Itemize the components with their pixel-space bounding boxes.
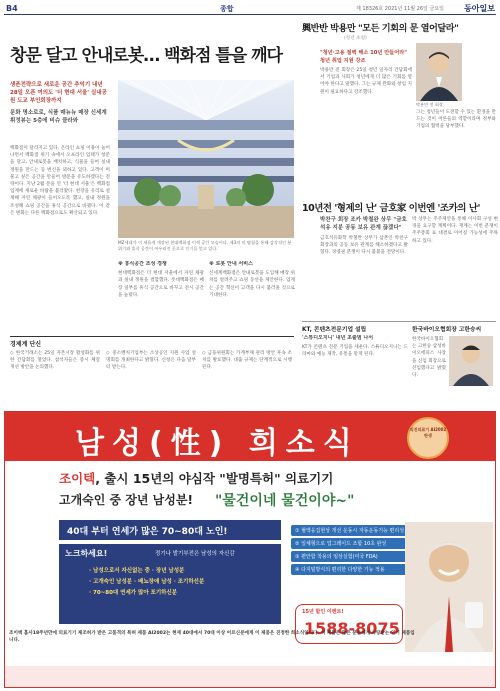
ad-event-label: 15년 할인 이벤트!: [302, 609, 344, 615]
right-3-text: KT가 콘텐츠 전문 기업을 세운다. 스튜디오지니는 드라마와 예능 제작, 유통을 맡게 된다.: [302, 345, 408, 358]
brief-item: ◇ 한국거래소는 25일 자본시장 활성화를 위한 간담회를 열었다. 참석자들은 증시 체질 개선 방안을 논의했다.: [10, 351, 100, 371]
ad-box-title: 노크하세요!: [65, 549, 108, 558]
page-number: B4: [6, 4, 18, 13]
brief-title: 경제계 단신: [10, 341, 42, 348]
right-headline-2-sub: 박찬구 회장 조카 박철완 상무 "금호석유 지분 공동 보유 관계 끊겠다": [320, 217, 407, 231]
ad-feature-item: ③ 편안함 착용의 임상실험(미국 FDA): [291, 551, 441, 562]
mall-interior-image: [118, 80, 294, 238]
ad-header: [5, 412, 495, 461]
masthead: [4, 3, 496, 15]
ad-footer-text: 조이텍 홈사18주년만에 의료기기 제조허가 받은 고품격의 특허 제품 AI2002는 현재 40대에서 70대 이상 어르신분에게 이 제품은 진정한 희소식입니다. 이 제품은 많은 분들에게 사랑받는 인기 제품입니다.: [9, 631, 415, 643]
right-headline-3: KT, 콘텐츠전문기업 설립: [302, 321, 412, 333]
main-photo: [118, 80, 294, 238]
right-headline-1-source: (청년 초청): [344, 36, 367, 41]
ad-box-subtitle: 정기나 발기부전은 남성의 자신감: [155, 551, 235, 557]
issue-date: 제 18326호 2021년 11월 26일 금요일: [356, 6, 444, 12]
section-label: 종합: [220, 5, 234, 13]
ad-line-1: [59, 469, 333, 487]
right-3-body: [302, 335, 408, 413]
brief-item: ◇ 중소벤처기업부는 소상공인 지원 사업 설명회를 개최한다고 밝혔다. 신청은 다음 달부터 받는다.: [106, 351, 196, 371]
right-3-sub: '스튜디오지니' 내년 초출범 나서: [302, 335, 374, 341]
column-2-heading: ※ 휴식공간 조성 경쟁: [118, 261, 167, 267]
ad-badge: 의진의료기 AI2002 탄생: [407, 417, 449, 459]
ad-target-item: · 고개숙인 남성분 · 배뇨장애 남성 · 조기하선분: [89, 579, 205, 585]
main-body-text: 백화점이 달라지고 있다. 온라인 쇼핑 이용이 늘어나면서 백화점 위기 속에서 오프라인 업태가 창문을 달고, 안내로봇을 배치하고, 식물을 들여 실내정원을 만드는 등 변신을 꾀하고 있다. 고객이 머물고 싶은 공간을 만들어 방문을 유도하겠다는 전략이다. 지난 2월 문을 연 '더 현대 서울'은 백화점 업계에 새로운 바람을 불러왔다. 천장을 유리로 설계해 자연 채광이 들어오도록 했고, 실내 정원을 조성해 쇼핑 공간을 휴식 공간으로 바꿨다. 이 같은 변화는 다른 백화점으로도 확산되고 있다.: [10, 146, 110, 216]
right-2-body: 금호석유화학 박철완 상무가 삼촌인 박찬구 회장과의 공동 보유 관계를 해소하겠다고 밝혔다. 경영권 분쟁이 다시 불붙을 전망이다.: [320, 236, 408, 256]
main-column-2: [118, 261, 204, 321]
column-3-heading: ※ 로봇 안내 서비스: [209, 261, 253, 267]
ad-line-1-rest: , 출시 15년의 야심작 "발명특허" 의료기기: [95, 471, 334, 486]
main-subheadline-2: 문화 명소로로, 식품 매뉴뉴 매장 신세계 휘정뷰는 5층에 비슈 클라와: [10, 110, 107, 124]
newspaper-page: [4, 3, 496, 688]
ad-feature-item: ① 혈액응집현상 개선 운동시 자동운동기능 편리성: [291, 525, 441, 536]
right-headline-4: 한국바이오협회장 고한승씨: [412, 321, 496, 333]
right-headline-1: 興반반 박용만 "모든 기회의 문 열어달라": [302, 23, 459, 34]
main-subheadline: 생존전략으로 새로운 공간 추억기 내년 28일 오픈 여의도 '더 현대 서울' 실내공원 도교 부인회장까지: [10, 82, 107, 104]
right-quote: "청년·고용 절벽 해소 10년 만들어라" 청년 취업 지원 강조: [320, 50, 407, 64]
brief-item: ◇ 금융위원회는 가계부채 관리 방안 후속 조치를 발표했다. 대출 규제는 단계적으로 시행된다.: [202, 351, 292, 371]
column-3-text: 신세계백화점은 안내로봇을 도입해 매장 위치를 알려주고 쇼핑 동선을 제안한다. 업계는 공간 혁신이 고객을 다시 불러올 것으로 기대한다.: [209, 271, 295, 298]
person-portrait-image: [416, 43, 462, 101]
ad-target-item: · 남성으로서 자신없는 중 · 장년 남성분: [89, 568, 185, 574]
right-2-body-2: 박 상무는 주주제안을 통해 이사회 구성 변경을 요구할 계획이다. 재계는 이번 분쟁이 주주총회 표 대결로 이어질 가능성에 주목하고 있다.: [412, 217, 498, 244]
ad-target-list: [89, 566, 204, 599]
ad-bottom-strip: [5, 666, 495, 688]
ad-target-box: [59, 544, 281, 624]
main-headline: 창문 달고 안내로봇… 백화점 틀을 깨다: [10, 46, 282, 66]
ad-feature-item: ④ 다지털방식의 편리한 다양한 기능 적용: [291, 564, 441, 575]
ad-brand: 조이텍: [59, 471, 96, 486]
portrait-photo-2: [449, 336, 493, 386]
ad-target-item: · 70~80대 연세가 많아 포기하신분: [89, 590, 178, 596]
main-column-3: [209, 261, 295, 321]
column-2-text: 현대백화점은 더 현대 서울에서 자연 채광과 실내 정원을 결합했다. 롯데백화점은 매장 일부를 휴식 공간으로 바꾸고 전시 공간을 늘렸다.: [118, 271, 204, 298]
ad-feature-item: ② 일체형으로 업그레이드 조합 10초 완성: [291, 538, 441, 549]
photo-caption: MZ세대가 이 새롭게 개장된 현대백화점 이색 공간 모습이다. 제3의 미 탐험을 통해 감각적인 분위기와 휴식 공간이 어우러진 곳으로 인기를 얻고 있다.: [118, 240, 292, 251]
person-portrait-image: [449, 336, 493, 386]
ad-line-2: 고개숙인 중 장년 남성분!: [59, 493, 193, 507]
right-4-body: 한국바이오협회는 고한승 삼성바이오에피스 사장을 신임 회장으로 선임했다고 밝혔다.: [412, 337, 446, 379]
ad-quote: "물건이네 물건이야~": [215, 493, 355, 509]
advertisement: [4, 411, 496, 688]
right-1-body: 박용만 전 회장은 25일 청년 일자리 간담회에서 기업과 사회가 청년에게 더 많은 기회를 열어야 한다고 말했다. 그는 규제 완화와 창업 지원이 필요하다고 강조했다.: [320, 68, 412, 95]
ad-title: 남성(性) 희소식: [75, 426, 360, 461]
newspaper-logo: 동아일보: [464, 3, 495, 13]
ad-age-banner: 40대 부터 연세가 많은 70~80대 노인!: [59, 520, 281, 540]
right-headline-2: 10년전 '형제의 난' 금호家 이번엔 '조카의 난': [302, 203, 480, 214]
portrait-caption: 박용만 전 회장: [416, 102, 443, 107]
ad-phone-number: 1588-8075: [304, 619, 400, 638]
right-1-body-2: 그는 청년들이 도전할 수 있는 환경을 만드는 것이 어른들의 역할이라며 정부와 기업의 협력을 당부했다.: [416, 110, 496, 130]
portrait-photo: [416, 43, 462, 101]
